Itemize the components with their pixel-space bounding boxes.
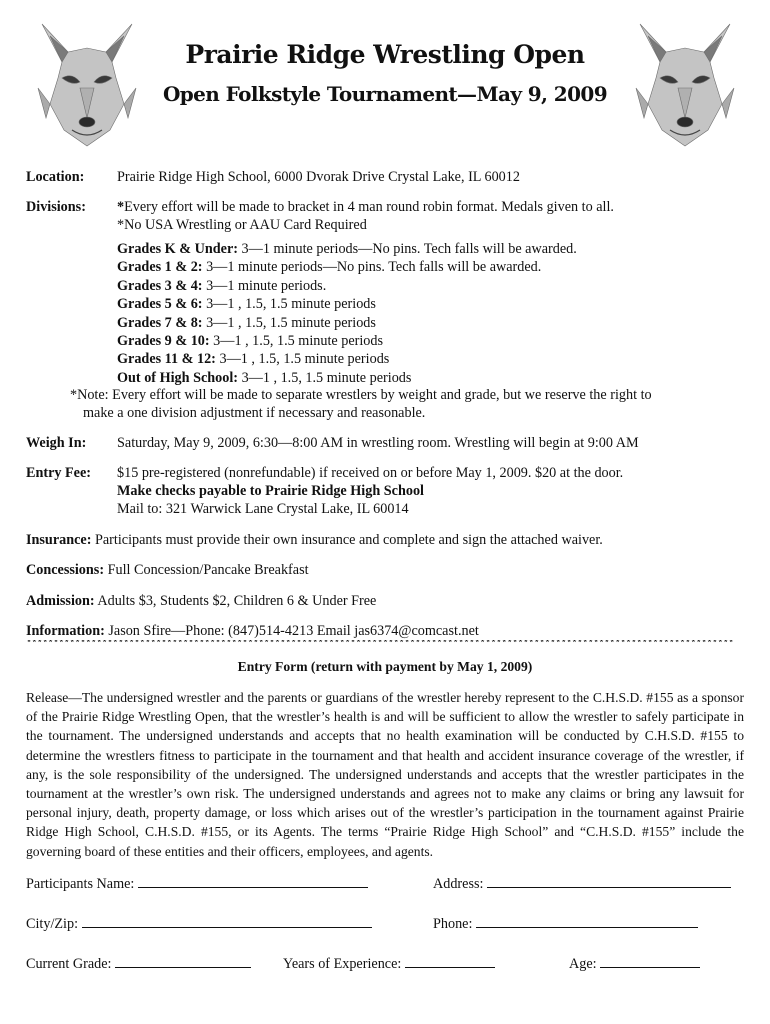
divisions-line1-text: Every effort will be made to bracket in 4 man round robin format. Medals given to all. (124, 199, 614, 215)
grade-name: Out of High School: (117, 369, 239, 386)
city-zip-field[interactable] (26, 914, 372, 933)
grade-item (117, 295, 577, 313)
release-paragraph: Release—The undersigned wrestler and the parents or guardians of the wrestler hereby represent to the C.H.S.D. #155 as a sponsor of the Prairie Ridge Wrestling Open, that the wrestler’s health is and will be sufficient to allow the wrestler to safely participate in the tournament. The undersigned understands and accepts that no health examination will be conducted by C.H.S.D. #155 to determine the wrestlers fitness to participate in the tournament and that health and accident insurance coverage of the wrestler, if any, is the sole responsibility of the undersigned. The undersigned understands and accepts that the wrestler participates in the tournament at the wrestler’s own risk. The undersigned understands and agrees not to make any claims or bring any lawsuit for personal injury, death, property damage, or loss which arises out of the wrestler’s participation in the tournament against Prairie Ridge High School, C.H.S.D. #155, or its Agents. The terms “Prairie Ridge High School” and “C.H.S.D. #155” include the governing board of these entities and their officers, employees, and agents. (26, 690, 744, 859)
admission-row (26, 592, 376, 610)
participant-name-blank[interactable] (138, 874, 368, 888)
weigh-in-value: Saturday, May 9, 2009, 6:30—8:00 AM in wrestling room. Wrestling will begin at 9:00 AM (117, 435, 639, 451)
grade-item (117, 369, 577, 387)
entry-form-title: Entry Form (return with payment by May 1, 2009) (237, 659, 533, 674)
note-line2: make a one division adjustment if necessary and reasonable. (83, 405, 426, 421)
location-label: Location: (26, 169, 85, 185)
admission-label: Admission: (26, 593, 95, 609)
grade-item (117, 277, 577, 295)
information-label: Information: (26, 623, 105, 639)
years-experience-blank[interactable] (405, 954, 495, 968)
grade-detail: 3—1 minute periods—No pins. Tech falls will be awarded. (202, 259, 542, 276)
participant-name-field[interactable] (26, 874, 368, 893)
concessions-value: Full Concession/Pancake Breakfast (104, 562, 309, 578)
grade-name: Grades 7 & 8: (117, 314, 203, 331)
grade-detail: 3—1 , 1.5, 1.5 minute periods (202, 296, 376, 313)
current-grade-label: Current Grade: (26, 956, 112, 972)
grade-detail: 3—1 minute periods. (202, 277, 327, 294)
admission-value: Adults $3, Students $2, Children 6 & Under Free (94, 593, 377, 609)
weigh-in-label: Weigh In: (26, 435, 87, 451)
divisions-star: * (117, 199, 125, 215)
age-field[interactable] (569, 954, 700, 973)
grade-item (117, 350, 577, 368)
years-experience-field[interactable] (283, 954, 495, 973)
entry-fee-mail: Mail to: 321 Warwick Lane Crystal Lake, IL 60014 (117, 501, 409, 517)
divisions-label: Divisions: (26, 199, 86, 215)
grade-detail: 3—1 , 1.5, 1.5 minute periods (209, 333, 383, 350)
grade-name: Grades K & Under: (117, 241, 238, 257)
grade-name: Grades 11 & 12: (117, 351, 216, 368)
entry-fee-line1: $15 pre-registered (nonrefundable) if received on or before May 1, 2009. $20 at the door. (117, 465, 624, 481)
current-grade-blank[interactable] (115, 954, 251, 968)
grade-item (117, 240, 577, 258)
entry-fee-checks: Make checks payable to Prairie Ridge High School (117, 483, 424, 499)
note-line1: *Note: Every effort will be made to separate wrestlers by weight and grade, but we reserve the right to (70, 387, 652, 403)
grade-name: Grades 9 & 10: (117, 333, 210, 350)
grade-item (117, 314, 577, 332)
grades-list (117, 240, 577, 387)
grade-name: Grades 1 & 2: (117, 259, 203, 276)
grade-name: Grades 5 & 6: (117, 296, 203, 313)
grade-detail: 3—1 minute periods—No pins. Tech falls will be awarded. (237, 241, 577, 257)
page-subtitle: Open Folkstyle Tournament—May 9, 2009 (162, 82, 608, 106)
current-grade-field[interactable] (26, 954, 251, 973)
city-zip-blank[interactable] (82, 914, 372, 928)
years-experience-label: Years of Experience: (283, 956, 402, 972)
information-row (26, 622, 479, 640)
page-title: Prairie Ridge Wrestling Open (185, 40, 585, 69)
phone-label: Phone: (433, 916, 473, 932)
participant-name-label: Participants Name: (26, 876, 135, 892)
grade-item (117, 332, 577, 350)
separator: *********************************************************************************************************************************** (26, 640, 734, 650)
concessions-label: Concessions: (26, 562, 105, 578)
grade-name: Grades 3 & 4: (117, 277, 203, 294)
insurance-label: Insurance: (26, 532, 92, 548)
divisions-line2: *No USA Wrestling or AAU Card Required (117, 217, 367, 233)
grade-item (117, 258, 577, 276)
grade-detail: 3—1 , 1.5, 1.5 minute periods (238, 369, 412, 386)
address-label: Address: (433, 876, 484, 892)
entry-fee-label: Entry Fee: (26, 465, 92, 481)
address-field[interactable] (433, 874, 731, 893)
city-zip-label: City/Zip: (26, 916, 79, 932)
concessions-row (26, 561, 309, 579)
age-label: Age: (569, 956, 597, 972)
phone-field[interactable] (433, 914, 698, 933)
phone-blank[interactable] (476, 914, 698, 928)
divisions-line1 (117, 198, 614, 216)
insurance-value: Participants must provide their own insurance and complete and sign the attached waiver. (91, 532, 603, 548)
insurance-row (26, 531, 603, 549)
grade-detail: 3—1 , 1.5, 1.5 minute periods (202, 314, 376, 331)
grade-detail: 3—1 , 1.5, 1.5 minute periods (215, 351, 390, 368)
age-blank[interactable] (600, 954, 700, 968)
information-value: Jason Sfire—Phone: (847)514-4213 Email jas6374@comcast.net (104, 623, 479, 639)
address-blank[interactable] (487, 874, 731, 888)
location-value: Prairie Ridge High School, 6000 Dvorak Drive Crystal Lake, IL 60012 (117, 169, 520, 185)
